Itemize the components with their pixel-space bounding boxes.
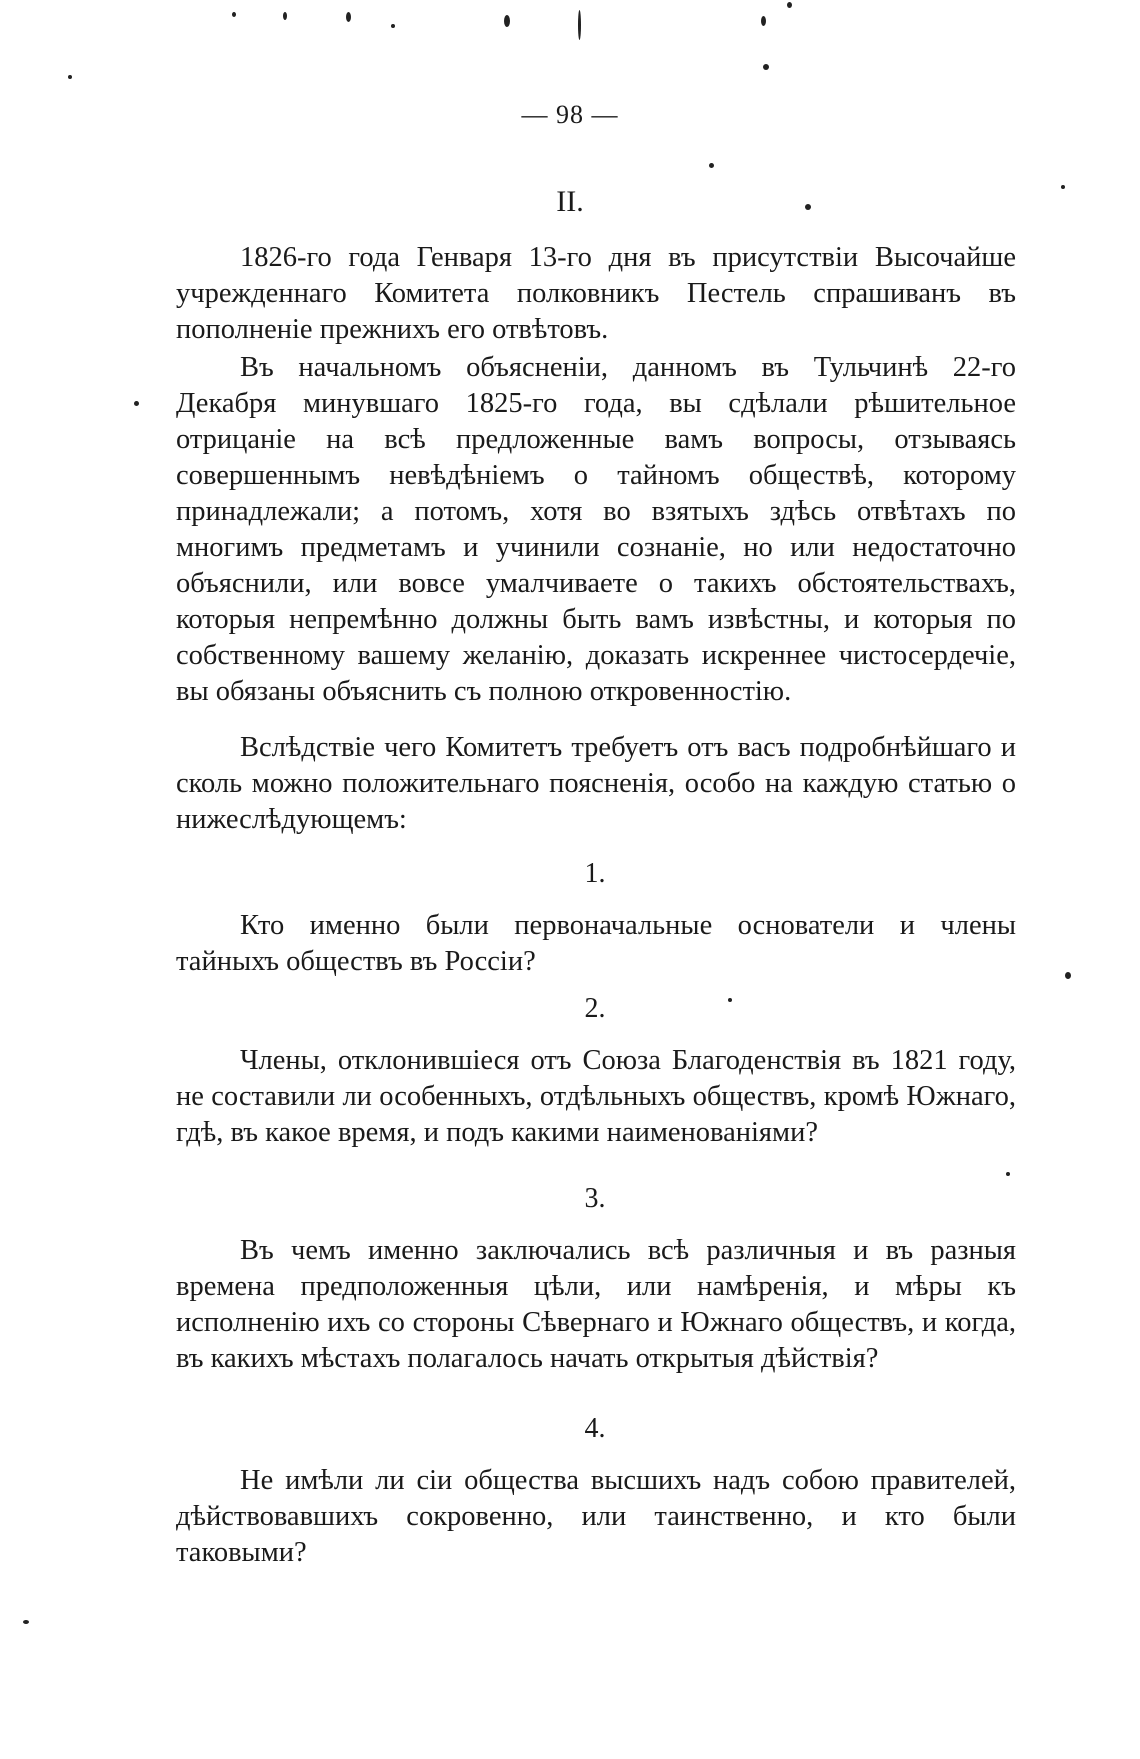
scan-speck [709,163,714,168]
scan-speck [504,15,510,27]
question-text-4: Не имѣли ли сіи общества высшихъ надъ собою правителей, дѣйствовавшихъ сокровенно, или таинственно, и кто были таковыми? [176,1465,1016,1568]
section-heading: II. [556,185,584,218]
body-paragraph-1: Въ начальномъ объясненіи, данномъ въ Тульчинѣ 22-го Декабря минувшаго 1825-го года, вы сдѣлали рѣшительное отрицаніе на всѣ предложенные вамъ вопросы, отзываясь совершеннымъ невѣдѣніемъ о тайномъ обществѣ, которому принадлежали; а потомъ, хотя во взятыхъ здѣсь отвѣтахъ по многимъ предметамъ и учинили сознаніе, но или недостаточно объяснили, или вовсе умалчиваете о такихъ обстоятельствахъ, которыя непремѣнно должны быть вамъ извѣстны, и которыя по собственному вашему желанію, доказать искреннее чистосердечіе, вы обязаны объяснить съ полною откровенностію. [176,352,1016,707]
question-number-2: 2. [584,993,606,1024]
question-text-1: Кто именно были первоначальные основатели и члены тайныхъ обществъ въ Россіи? [176,910,1016,977]
scan-speck [1006,1172,1010,1176]
scan-speck [232,12,236,17]
intro-paragraph: 1826-го года Генваря 13-го дня въ присутствіи Высочайше учрежденнаго Комитета полковникъ Пестель спрашиванъ въ пополненіе прежнихъ его отвѣтовъ. [176,242,1016,345]
scan-speck [761,16,766,26]
page-number: — 98 — [521,100,619,129]
scan-speck [805,204,811,210]
scan-speck [134,401,139,406]
question-number-4: 4. [584,1413,606,1444]
scan-speck [68,75,72,79]
body-paragraph-2: Вслѣдствіе чего Комитетъ требуетъ отъ васъ подробнѣйшаго и сколь можно положительнаго поясненія, особо на каждую статью о нижеслѣдующемъ: [176,732,1016,835]
question-number-3: 3. [584,1183,606,1214]
scan-speck [346,12,351,22]
scan-speck [763,64,769,70]
scan-speck [23,1620,29,1624]
scan-speck [391,24,395,28]
scan-speck [787,2,792,8]
question-text-2: Члены, отклонившіеся отъ Союза Благоденствія въ 1821 году, не составили ли особенныхъ, отдѣльныхъ обществъ, кромѣ Южнаго, гдѣ, въ какое время, и подъ какими наименованіями? [176,1045,1016,1148]
scan-speck [578,10,581,40]
question-text-3: Въ чемъ именно заключались всѣ различныя и въ разныя времена предположенныя цѣли, или намѣренія, и мѣры къ исполненію ихъ со стороны Сѣвернаго и Южнаго обществъ, и когда, въ какихъ мѣстахъ полагалось начать открытыя дѣйствія? [176,1235,1016,1374]
question-number-1: 1. [584,858,606,889]
scan-speck [283,12,287,20]
scan-speck [1061,185,1065,189]
scan-speck [1065,972,1071,979]
scan-speck [728,998,732,1002]
